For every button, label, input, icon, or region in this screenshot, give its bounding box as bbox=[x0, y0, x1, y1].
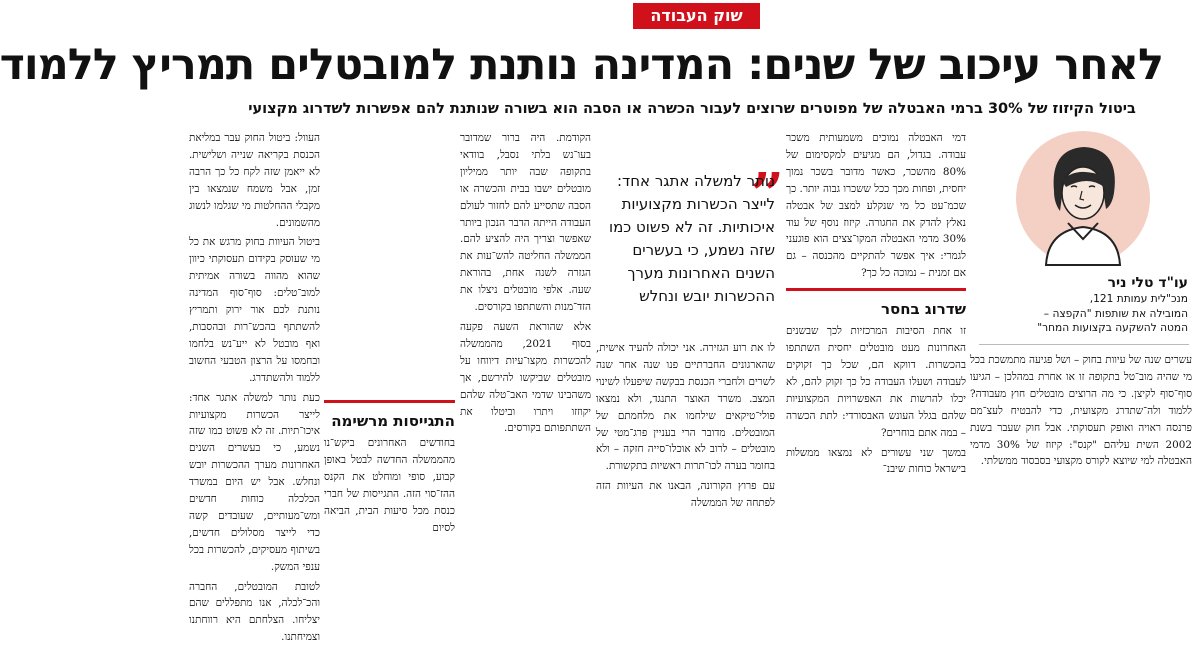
article-column-5 bbox=[324, 400, 455, 545]
crosshead-enrollment: התגייסות מרשימה bbox=[331, 412, 455, 430]
crosshead-rule bbox=[324, 400, 455, 403]
section-label: שוק העבודה bbox=[633, 3, 760, 29]
paragraph: עשרים שנה של עיוות בחוק – ושל פגיעה מתמשכת בכל מי שהיה מוב־טל בתקופה זו או אחרת במהלכן – הגיעו סוף־סוף לקיצן. כי מה הרוצים מובטלים חוץ מעבודה? ללמוד ולה־שתדרג מקצועית, כדי להבטיח לעצ־מם פרנסה ראויה ואופק תעסוקתי. אבל חוק שעבר בשנת 2002 השית עליהם "קנס": קיזוז של 30% מדמי האבטלה למי שיוצא לקורס מקצועי בסבסוד ממשלתי. bbox=[970, 354, 1192, 468]
article-column-1 bbox=[970, 352, 1192, 547]
paragraph: אלא שהוראת השעה פקעה בסוף 2021, מהממשלה להכשרות מקצו־עיות דיווחו על מובטלים שביקשו להירשם, אך משהבינו שדמי האב־טלה שלהם יקוזזו ויתרו וביטלו את השתתפותם בקורסים. bbox=[460, 320, 591, 435]
author-portrait bbox=[1016, 131, 1150, 265]
author-portrait-illustration bbox=[1016, 131, 1150, 265]
article-column-4 bbox=[460, 130, 591, 545]
paragraph: לו את רוע הגזירה. אני יכולה להעיד אישית, שהארגונים החברתיים פנו שנה אחר שנה לשרים ולחברי הכנסת בבקשה שיפעלו לשינוי המצב. משרד האוצר התנגד, ולא נמצאו פולי־טיקאים שילחמו את מלחמתם של המובטלים. מדובר הרי בעניין פרג־מטי של מובטלים – לרוב לא אוכלו־סייה חזקה – ולא בחומר בערה לכו־תרות ראשיות בתקשורת. bbox=[596, 342, 775, 473]
paragraph: ביטול העיוות בחוק מרגש את כל מי שעוסק בקידום תעסוקתי כיוון שהוא מהווה בשורה אמיתית למוב־טלים: סוף־סוף המדינה נותנת לכם אור ירוק ותמריץ להשתתף בהכש־רות ובהסבות, ואף מובטל לא ייע־נש בלחמו ובחמסו על הרצון הטבעי החשוב ללמוד ולהשתדרג. bbox=[189, 236, 320, 384]
crosshead-upgrade: שדרוג בחסר bbox=[881, 300, 966, 319]
article-column-2 bbox=[786, 130, 966, 545]
paragraph: במשך שני עשורים לא נמצאו ממשלות בישראל כוחות שיבנ־ bbox=[786, 446, 966, 476]
paragraph: העוול: ביטול החוק עבר במליאת הכנסת בקריאה שנייה ושלישית. לא ייאמן שזה לקח כל כך הרבה זמן, אבל משמח שנמצאו בין מקבלי ההחלטות מי שגלמו לנשוג מהשמונים. bbox=[189, 132, 320, 229]
subheadline: ביטול הקיזוז של 30% ברמי האבטלה של מפוטרים שרוצים לעבור הכשרה או הסבה הוא בשורה שנותנת להם אפשרות לשדרוג מקצועי bbox=[248, 101, 1136, 117]
author-name: עו"ד טלי ניר bbox=[1107, 275, 1188, 291]
author-role-1: מנכ"לית עמותת 121, bbox=[1089, 293, 1188, 305]
paragraph: לטובת המובטלים, החברה והכ־לכלה, אנו מתפללים שהם יצליחו. הצלחתם היא רווחתנו וצמיחתנו. bbox=[189, 580, 320, 644]
article-column-3 bbox=[596, 340, 775, 545]
author-byline bbox=[978, 274, 1188, 336]
paragraph: כעת נותר למשלה אתגר אחד: לייצר הכשרות מקצועיות איכו־תיות. זה לא פשוט כמו שזה נשמע, כי בעשרים השנים האחרונות מערך ההכשרות יובש ונחלש. אבל יש היום במשרד הכלכלה כוחות חדשים ומש־מעותיים, שעובדים קשה כדי לייצר מסלולים חדשים, בשיתוף מעסיקים, להכשרות בכל ענפי המשק. bbox=[189, 391, 320, 573]
crosshead-rule bbox=[786, 288, 966, 291]
paragraph: זו אחת הסיבות המרכזיות לכך שבשנים האחרונות מעט מובטלים יחסית השתתפו בהכשרות. דווקא הם, שכל כך זקוקים לעבודה ושעלו העבודה כל כך זקוק להם, לא יכלו להרשות את האפשרויות המקצועיות שלהם בגלל העונש האבסורדי: לתת הכשרה – במה אתם בוחרים? bbox=[786, 325, 966, 439]
paragraph: עם פרוץ הקורונה, הבאנו את העיוות הזה לפתחה של הממשלה bbox=[596, 480, 775, 510]
headline: לאחר עיכוב של שנים: המדינה נותנת למובטלים תמריץ ללמוד bbox=[0, 40, 1163, 90]
author-role-3: המטה להשקעה בקצועות המחר" bbox=[1037, 322, 1188, 334]
author-role-2: המובילה את שותפות "הקפצה – bbox=[1043, 307, 1188, 320]
paragraph: דמי האבטלה נמוכים משמעותית משכר עבודה. בגדול, הם מגיעים למקסימום של 80% מהשכר, כאשר מדובר בשכר נמוך יחסית, ופחות מכך ככל ששכרו גבוה יותר. כך שכמ־עט כל מי שנקלע למצב של אבטלה נאלץ להדק את החגורה. קיזוז נוסף של עוד 30% מדמי האבטלה המקו־צצים הוא פוגעני לגמרי: איך אפשר להתקיים מהכנסה – גם אם זמנית – נמוכה כל כך? bbox=[786, 132, 966, 280]
article-column-6 bbox=[189, 130, 320, 644]
quote-mark-icon: „ bbox=[751, 127, 785, 195]
paragraph: בחודשים האחרונים ביקש־נו מהממשלה החדשה לבטל באופן קבוע, סופי ומוחלט את הקנס ההז־סוי הזה. התגייסות של חברי כנסת מכל סיעות הבית, הביאה לסיום bbox=[324, 437, 455, 534]
byline-divider bbox=[979, 344, 1189, 345]
pull-quote: נותר למשלה אתגר אחד: לייצר הכשרות מקצועיות איכותיות. זה לא פשוט כמו שזה נשמע, כי בעשרים השנים האחרונות מערך ההכשרות יובש ונחלש bbox=[609, 172, 775, 305]
pull-quote-box bbox=[603, 127, 785, 356]
paragraph: הקודמת. היה ברור שמדובר בעו־נש בלתי נסבל, בוודאי בתקופה שבה יותר ממיליון מובטלים ישבו בבית והכשרה או הסבה שתסייע להם לחזור לעולם העבודה הייתה הדבר הנכון ביותר שאפשר וצריך היה להציע להם. הממשלה החליטה להש־עות את הגזרה לשנה אחת, בהוראת שעה. אלפי מובטלים ניצלו את הזד־מנות והשתתפו בקורסים. bbox=[460, 132, 591, 314]
